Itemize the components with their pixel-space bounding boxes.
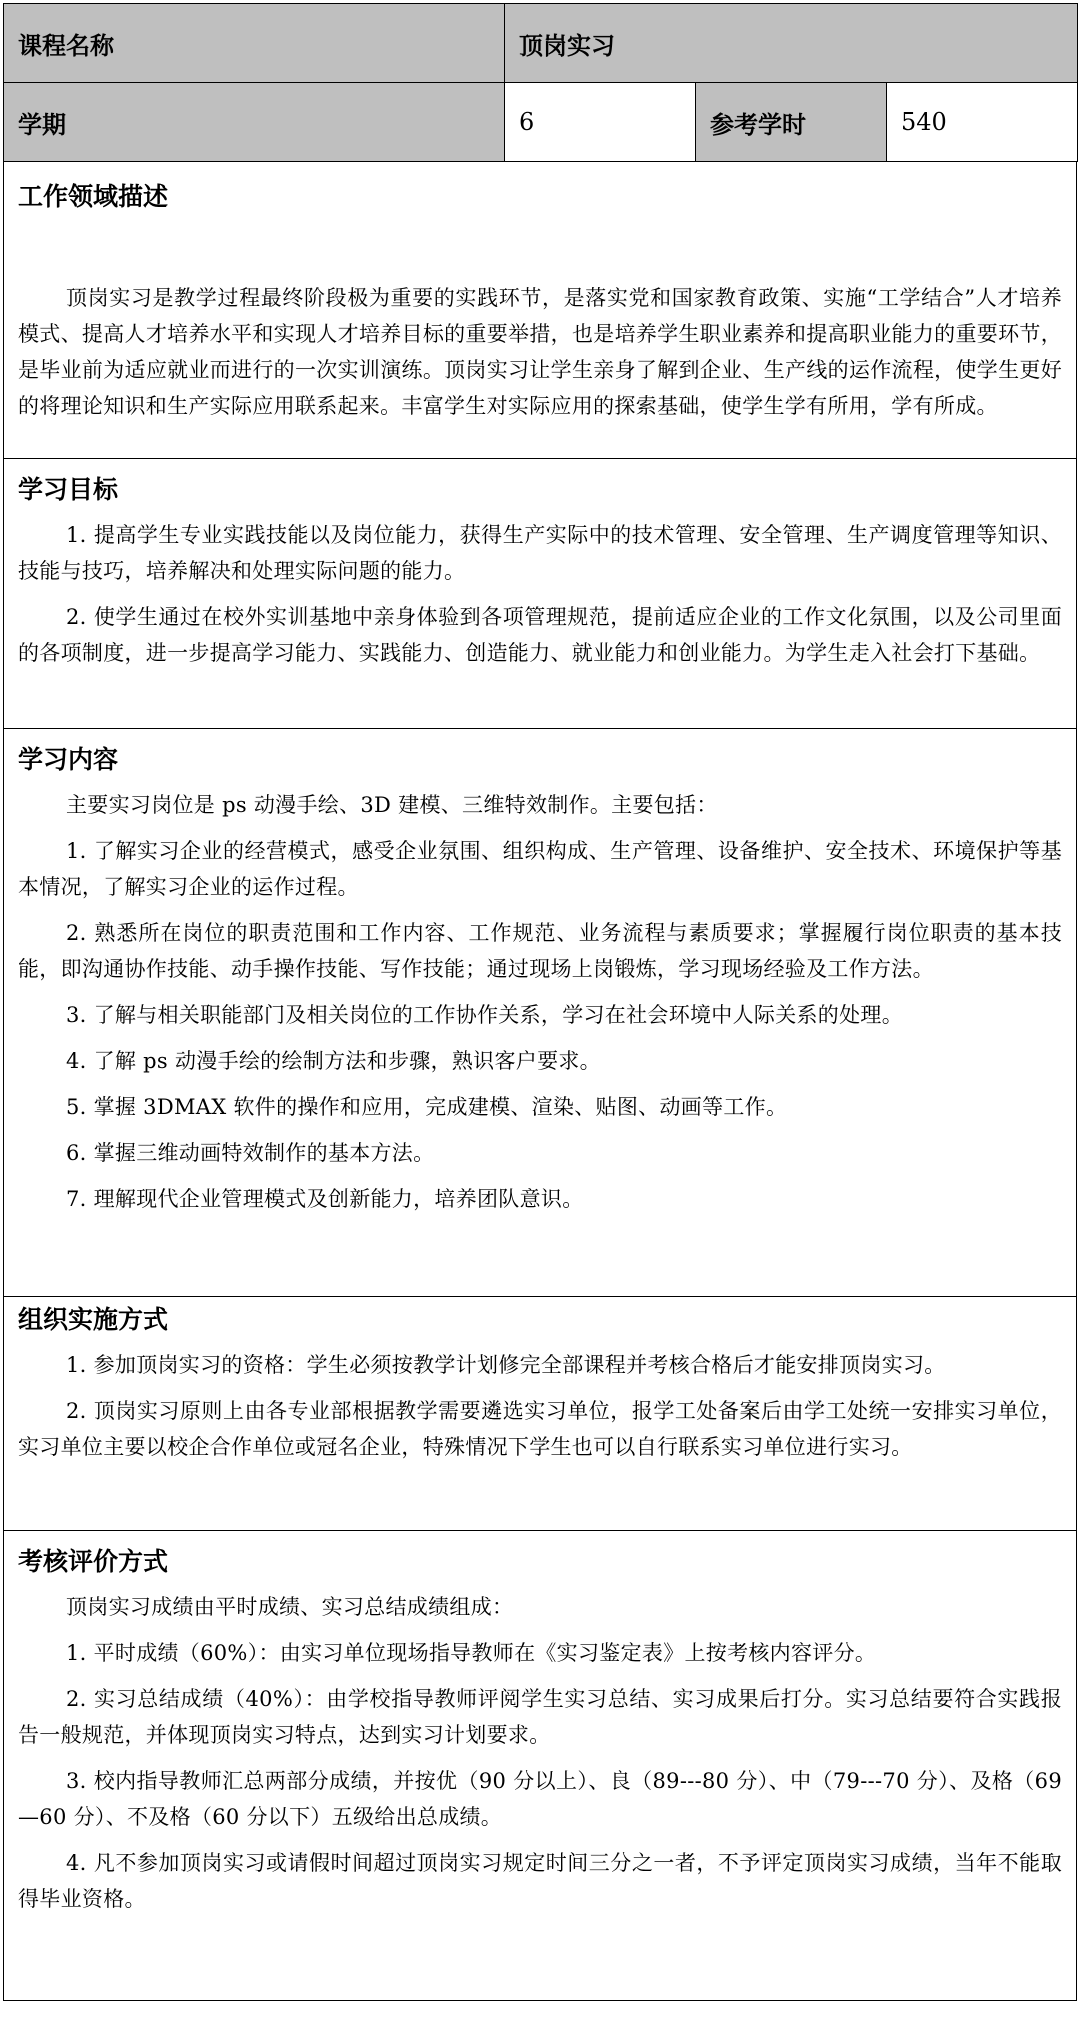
term-value: 6 <box>505 83 696 162</box>
hours-label: 参考学时 <box>696 83 887 162</box>
list-item: 1. 提高学生专业实践技能以及岗位能力，获得生产实际中的技术管理、安全管理、生产调度管理等知识、技能与技巧，培养解决和处理实际问题的能力。 <box>18 523 1062 583</box>
list-item: 2. 顶岗实习原则上由各专业部根据教学需要遴选实习单位，报学工处备案后由学工处统一安排实习单位，实习单位主要以校企合作单位或冠名企业，特殊情况下学生也可以自行联系实习单位进行实习。 <box>18 1399 1062 1459</box>
section-title: 学习目标 <box>18 475 119 504</box>
section-title: 工作领域描述 <box>18 182 169 211</box>
list-item: 1. 平时成绩（60%）：由实习单位现场指导教师在《实习鉴定表》上按考核内容评分。 <box>66 1641 877 1665</box>
list-item: 6. 掌握三维动画特效制作的基本方法。 <box>66 1141 435 1165</box>
course-name-row <box>4 4 1078 83</box>
organization-section <box>3 1297 1077 1531</box>
list-item: 3. 校内指导教师汇总两部分成绩，并按优（90 分以上）、良（89---80 分）、中（79---70 分）、及格（69—60 分）、不及格（60 分以下）五级给出总成绩。 <box>18 1769 1062 1829</box>
evaluation-section <box>3 1531 1077 2001</box>
course-name-value: 顶岗实习 <box>505 4 1078 83</box>
work-domain-section <box>3 162 1077 459</box>
intro-paragraph: 主要实习岗位是 ps 动漫手绘、3D 建模、三维特效制作。主要包括： <box>66 793 718 817</box>
course-header-table <box>3 3 1078 162</box>
term-row <box>4 83 1078 162</box>
list-item: 3. 了解与相关职能部门及相关岗位的工作协作关系，学习在社会环境中人际关系的处理。 <box>66 1003 904 1027</box>
course-name-label: 课程名称 <box>4 4 505 83</box>
learning-goals-section <box>3 459 1077 729</box>
paragraph: 顶岗实习是教学过程最终阶段极为重要的实践环节，是落实党和国家教育政策、实施“工学结合”人才培养模式、提高人才培养水平和实现人才培养目标的重要举措，也是培养学生职业素养和提高职业能力的重要环节，是毕业前为适应就业而进行的一次实训演练。顶岗实习让学生亲身了解到企业、生产线的运作流程，使学生更好的将理论知识和生产实际应用联系起来。丰富学生对实际应用的探索基础，使学生学有所用，学有所成。 <box>18 286 1062 418</box>
list-item: 2. 实习总结成绩（40%）：由学校指导教师评阅学生实习总结、实习成果后打分。实习总结要符合实践报告一般规范，并体现顶岗实习特点，达到实习计划要求。 <box>18 1687 1062 1747</box>
list-item: 1. 参加顶岗实习的资格：学生必须按教学计划修完全部课程并考核合格后才能安排顶岗实习。 <box>66 1353 946 1377</box>
term-label: 学期 <box>4 83 505 162</box>
list-item: 4. 凡不参加顶岗实习或请假时间超过顶岗实习规定时间三分之一者，不予评定顶岗实习成绩，当年不能取得毕业资格。 <box>18 1851 1062 1911</box>
section-title: 考核评价方式 <box>18 1547 169 1576</box>
intro-paragraph: 顶岗实习成绩由平时成绩、实习总结成绩组成： <box>66 1595 514 1619</box>
list-item: 5. 掌握 3DMAX 软件的操作和应用，完成建模、渲染、贴图、动画等工作。 <box>66 1095 788 1119</box>
list-item: 4. 了解 ps 动漫手绘的绘制方法和步骤，熟识客户要求。 <box>66 1049 601 1073</box>
list-item: 2. 使学生通过在校外实训基地中亲身体验到各项管理规范，提前适应企业的工作文化氛围，以及公司里面的各项制度，进一步提高学习能力、实践能力、创造能力、就业能力和创业能力。为学生走入社会打下基础。 <box>18 605 1062 665</box>
section-title: 学习内容 <box>18 745 119 774</box>
section-title: 组织实施方式 <box>18 1305 169 1334</box>
course-document <box>3 3 1077 2001</box>
list-item: 7. 理解现代企业管理模式及创新能力，培养团队意识。 <box>66 1187 584 1211</box>
learning-content-section <box>3 729 1077 1297</box>
list-item: 1. 了解实习企业的经营模式，感受企业氛围、组织构成、生产管理、设备维护、安全技术、环境保护等基本情况，了解实习企业的运作过程。 <box>18 839 1062 899</box>
hours-value: 540 <box>887 83 1078 162</box>
list-item: 2. 熟悉所在岗位的职责范围和工作内容、工作规范、业务流程与素质要求；掌握履行岗位职责的基本技能，即沟通协作技能、动手操作技能、写作技能；通过现场上岗锻炼，学习现场经验及工作方法。 <box>18 921 1062 981</box>
